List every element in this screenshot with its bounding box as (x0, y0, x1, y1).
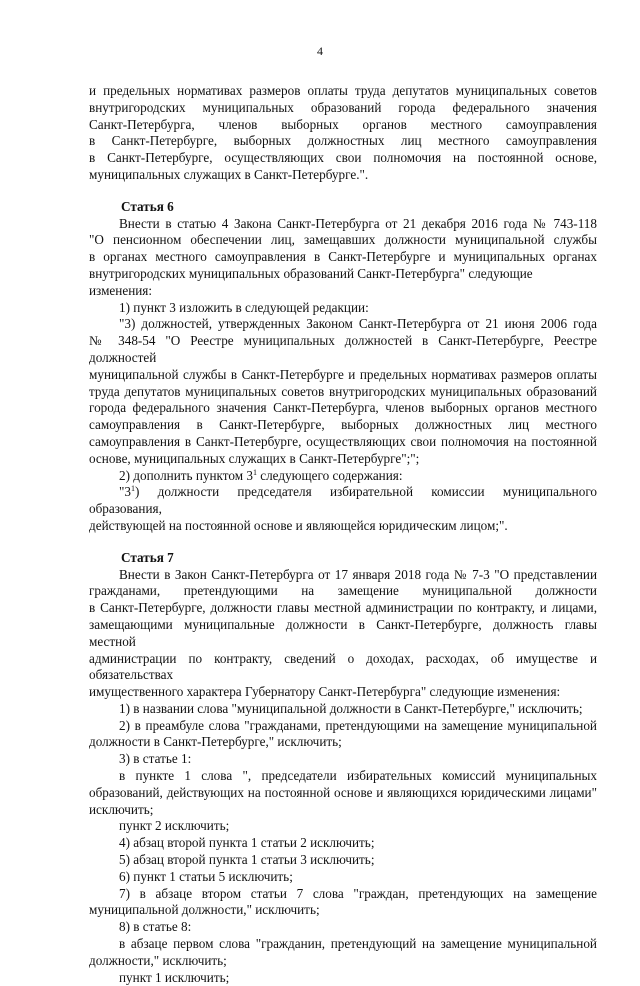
text-line: 7) в абзаце втором статьи 7 слова "граждан, претендующих на замещение (119, 885, 597, 901)
text-line: образований, действующих на постоянной основе и являющихся юридическими лицами" (89, 784, 597, 800)
text-line: основе, муниципальных служащих в Санкт-Петербурге";"; (89, 450, 420, 466)
text-segment: "3 (119, 484, 131, 500)
superscript: 1 (252, 467, 257, 477)
text-line: в пункте 1 слова ", председатели избирательных комиссий муниципальных (119, 768, 597, 784)
article-7-item-8b: пункт 1 исключить; (119, 969, 230, 985)
article-7-item-2 (89, 718, 597, 752)
article-7-item-6: 6) пункт 1 статьи 5 исключить; (119, 868, 293, 884)
text-line: муниципальной должности," исключить; (89, 902, 320, 918)
article-6-item-1: 1) пункт 3 изложить в следующей редакции: (119, 299, 369, 315)
text-line: должности," исключить; (89, 952, 227, 968)
article-7-item-3a (89, 768, 597, 818)
text-line: "О пенсионном обеспечении лиц, замещавших должности муниципальной службы (89, 232, 597, 248)
text-line: "3) должностей, утвержденных Законом Санкт-Петербурга от 21 июня 2006 года (119, 316, 597, 332)
text-line: в Санкт-Петербурге, должности главы местной администрации по контракту, и лицами, (89, 600, 597, 616)
text-line: № 348-54 "О Реестре муниципальных должностей в Санкт-Петербурге, Реестре должностей (89, 333, 597, 365)
article-6-item-2 (89, 468, 597, 485)
text-line: администрации по контракту, сведений о доходах, расходах, об имуществе и обязательствах (89, 650, 597, 683)
text-line: и предельных нормативах размеров оплаты труда депутатов муниципальных советов (89, 83, 597, 98)
text-line: муниципальных служащих в Санкт-Петербурге.". (89, 166, 369, 182)
page-number: 4 (317, 44, 323, 58)
text-line: самоуправления в Санкт-Петербурге, выборных должностных лиц местного (89, 417, 597, 433)
document-body (89, 83, 597, 986)
article-7-item-3b: пункт 2 исключить; (119, 818, 230, 834)
article-7-heading: Статья 7 (121, 549, 174, 565)
text-line: замещающими муниципальные должности в Санкт-Петербурге, должность главы местной (89, 616, 597, 649)
text-line: Внести в Закон Санкт-Петербурга от 17 января 2018 года № 7-3 "О представлении (119, 566, 597, 582)
text-line: 2) в преамбуле слова "гражданами, претендующими на замещение муниципальной (119, 717, 597, 733)
text-line: внутригородских муниципальных образований города федерального значения (89, 99, 597, 115)
superscript: 1 (130, 484, 135, 494)
text-line: внутригородских муниципальных образований Санкт-Петербурга" следующие изменения: (89, 265, 533, 298)
text-line: гражданами, претендующими на замещение муниципальной должности (89, 583, 597, 599)
article-7-intro (89, 567, 597, 701)
article-7-item-4: 4) абзац второй пункта 1 статьи 2 исключить; (119, 835, 375, 851)
text-line: имущественного характера Губернатору Санкт-Петербурга" следующие изменения: (89, 684, 561, 700)
text-line: в абзаце первом слова "гражданин, претендующий на замещение муниципальной (119, 936, 597, 952)
text-segment: следующего содержания: (256, 467, 403, 483)
text-line: действующей на постоянной основе и являющейся юридическим лицом;". (89, 517, 508, 533)
text-line: в Санкт-Петербурге, осуществляющих свои полномочия на постоянной основе, (89, 150, 597, 166)
article-7-item-5: 5) абзац второй пункта 1 статьи 3 исключить; (119, 852, 375, 868)
text-line: исключить; (89, 801, 154, 817)
article-7-item-3: 3) в статье 1: (119, 751, 192, 767)
text-line: Санкт-Петербурга, членов выборных органов местного самоуправления (89, 116, 597, 132)
article-7-item-8: 8) в статье 8: (119, 919, 192, 935)
article-7-item-8a (89, 936, 597, 970)
intro-paragraph (89, 83, 597, 184)
article-6-quoted-text (89, 316, 597, 467)
text-line (89, 484, 597, 518)
text-line: Внести в статью 4 Закона Санкт-Петербурга от 21 декабря 2016 года № 743-118 (119, 215, 597, 231)
text-line: труда депутатов муниципальных советов внутригородских муниципальных образований (89, 383, 597, 399)
text-line: в органах местного самоуправления в Санкт-Петербурге и муниципальных органах (89, 249, 597, 265)
article-6-new-item (89, 484, 597, 534)
text-line: города федерального значения Санкт-Петербурга, членов выборных органов местного (89, 400, 597, 416)
text-line: должности в Санкт-Петербурге," исключить; (89, 734, 342, 750)
text-line: самоуправления в Санкт-Петербурге, осуществляющих свои полномочия на постоянной (89, 433, 597, 449)
article-6-intro (89, 216, 597, 300)
article-7-item-1: 1) в названии слова "муниципальной должности в Санкт-Петербурге," исключить; (119, 700, 583, 716)
article-6-heading: Статья 6 (121, 198, 174, 214)
text-segment: ) должности председателя избирательной комиссии муниципального образования, (89, 484, 597, 517)
text-segment: 2) дополнить пунктом 3 (119, 467, 253, 483)
article-7-item-7 (89, 886, 597, 920)
text-line: в Санкт-Петербурге, выборных должностных лиц местного самоуправления (89, 133, 597, 149)
text-line: муниципальной службы в Санкт-Петербурге и предельных нормативах размеров оплаты (89, 366, 597, 382)
